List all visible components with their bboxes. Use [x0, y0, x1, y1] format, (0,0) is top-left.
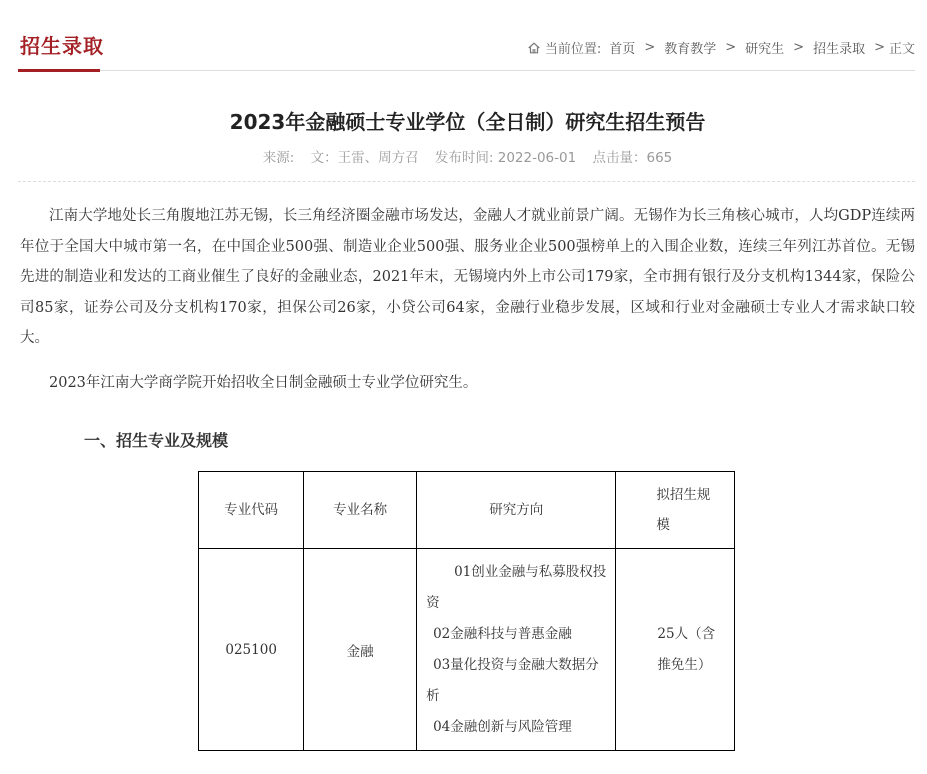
breadcrumb-item-admissions[interactable]: 招生录取 [813, 42, 866, 57]
meta-author: 文：王雷、周方召 [310, 150, 419, 166]
page-header [0, 0, 927, 72]
direction-item: 01创业金融与私募股权投资 [426, 563, 607, 611]
breadcrumb-item-home[interactable]: 首页 [609, 42, 636, 57]
table-header-cell [304, 472, 417, 549]
header-name: 专业名称 [333, 502, 388, 518]
breadcrumb [527, 38, 915, 57]
quota-text: 25人（含推免生） [657, 625, 716, 673]
header-divider-accent [18, 69, 100, 72]
header-direction: 研究方向 [489, 502, 544, 518]
meta-divider [18, 181, 915, 182]
table-header-cell [199, 472, 304, 549]
meta-source: 来源: [262, 150, 295, 166]
article-paragraph: 2023年江南大学商学院开始招收全日制金融硕士专业学位研究生。 [49, 375, 478, 391]
header-divider [18, 70, 915, 71]
direction-list [418, 553, 614, 747]
breadcrumb-label: 当前位置: [544, 42, 602, 57]
direction-item: 04金融创新与风险管理 [433, 718, 572, 735]
article-title: 2023年金融硕士专业学位（全日制）研究生招生预告 [229, 110, 706, 134]
meta-date: 发布时间: 2022-06-01 [434, 150, 577, 166]
breadcrumb-item-graduate[interactable]: 研究生 [745, 42, 785, 57]
table-header-cell [616, 472, 735, 549]
article-paragraph: 江南大学地处长三角腹地江苏无锡，长三角经济圈金融市场发达，金融人才就业前景广阔。无锡作为长三角核心城市，人均GDP连续两年位于全国大中城市第一名，在中国企业500强、制造业企业500强、服务业企业500强榜单上的入围企业数，连续三年列江苏首位。无锡先进的制造业和发达的工商业催生了良好的金融业态，2021年末，无锡境内外上市公司179家，全市拥有银行及分支机构1344家，保险公司85家，证券公司及分支机构170家，担保公司26家，小贷公司64家，金融行业稳步发展，区域和行业对金融硕士专业人才需求缺口较大。 [20, 208, 915, 346]
breadcrumb-separator: > [793, 40, 805, 55]
section-heading: 一、招生专业及规模 [84, 431, 229, 450]
cell-quota [616, 549, 735, 751]
article-meta [0, 146, 927, 166]
section-title: 招生录取 [20, 34, 104, 58]
cell-name: 金融 [304, 549, 417, 751]
home-icon [527, 41, 541, 55]
table-header-row [199, 472, 735, 549]
header-quota: 拟招生规模 [656, 487, 711, 533]
cell-directions [417, 549, 616, 751]
admission-table [198, 471, 735, 751]
direction-item: 03量化投资与金融大数据分析 [426, 656, 599, 704]
header-code: 专业代码 [224, 502, 279, 518]
direction-item: 02金融科技与普惠金融 [433, 625, 572, 642]
table-row [199, 549, 735, 751]
cell-code: 025100 [199, 549, 304, 751]
meta-views: 点击量：665 [592, 150, 673, 166]
breadcrumb-item-education[interactable]: 教育教学 [664, 42, 717, 57]
breadcrumb-separator: > [644, 40, 656, 55]
breadcrumb-item-current: 正文 [888, 42, 915, 57]
breadcrumb-separator: > [725, 40, 737, 55]
breadcrumb-separator: > [874, 40, 885, 55]
table-header-cell [417, 472, 616, 549]
